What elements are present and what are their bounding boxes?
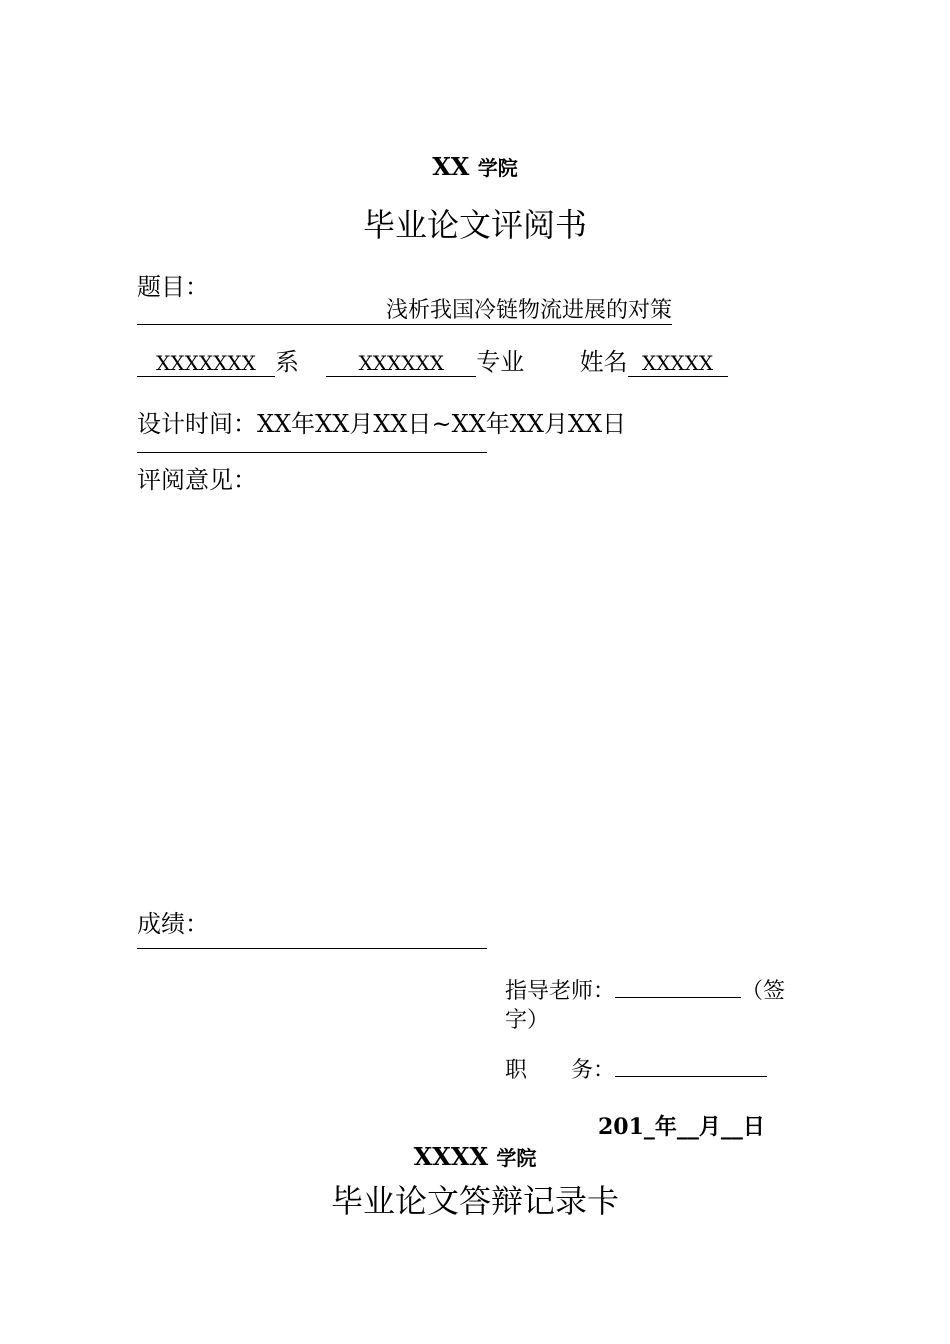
score-divider (137, 948, 487, 949)
design-time-row (137, 404, 626, 439)
position-label: 职 务： (505, 1058, 616, 1083)
review-title: 毕业论文评阅书 (362, 206, 587, 244)
department-label: 系 (275, 348, 299, 376)
advisor-row (505, 974, 785, 1005)
topic-label: 题目： (137, 273, 209, 301)
major-value: XXXXXX (326, 350, 476, 377)
name-label: 姓名 (579, 348, 628, 376)
review-date: 201_年__月__日 (598, 1114, 765, 1140)
department-value: XXXXXXX (137, 350, 275, 377)
topic-field (137, 298, 672, 325)
design-time-label: 设计时间： (137, 410, 257, 438)
defense-school-prefix: XXXX (413, 1142, 489, 1171)
comments-label: 评阅意见： (137, 466, 257, 494)
advisor-label: 指导老师： (505, 979, 616, 1004)
advisor-signature-line (615, 977, 741, 998)
review-school-prefix: XX (432, 152, 470, 181)
student-info-row (137, 342, 728, 377)
design-time-divider (137, 452, 487, 453)
topic-value: 浅析我国冷链物流进展的对策 (137, 298, 672, 325)
defense-title: 毕业论文答辩记录卡 (330, 1182, 619, 1220)
defense-school-suffix: 学院 (496, 1146, 537, 1170)
design-time-value: XX年XX月XX日~XX年XX月XX日 (257, 410, 627, 438)
position-line (615, 1056, 767, 1077)
major-label: 专业 (476, 348, 525, 376)
review-school-name (0, 152, 950, 181)
advisor-sign-note-2: 字） (505, 1008, 550, 1033)
advisor-sign-note-1: （签 (741, 979, 786, 1004)
defense-school-name (0, 1142, 950, 1171)
name-value: XXXXX (628, 350, 728, 377)
position-row (505, 1053, 767, 1084)
review-school-suffix: 学院 (477, 156, 518, 180)
score-label: 成绩： (137, 910, 209, 938)
